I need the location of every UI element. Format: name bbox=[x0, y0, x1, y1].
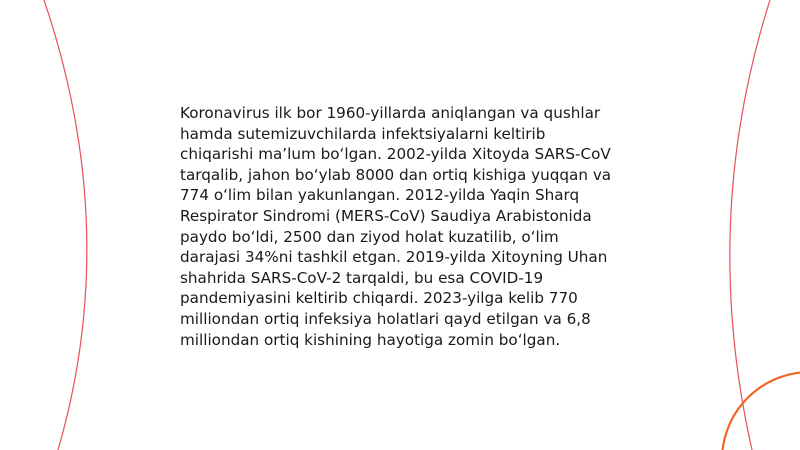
left-arc-decoration bbox=[44, 0, 87, 450]
orange-circle-decoration bbox=[722, 372, 800, 450]
body-paragraph: Koronavirus ilk bor 1960-yillarda aniqlangan va qushlar hamda sutemizuvchilarda infektsiyalarni keltirib chiqarishi maʼlum boʻlgan. 2002-yilda Xitoyda SARS-CoV tarqalib, jahon boʻylab 8000 dan ortiq kishiga yuqqan va 774 oʻlim bilan yakunlangan. 2012-yilda Yaqin Sharq Respirator Sindromi (MERS-CoV) Saudiya Arabistonida paydo boʻldi, 2500 dan ziyod holat kuzatilib, oʻlim darajasi 34%ni tashkil etgan. 2019-yilda Xitoyning Uhan shahrida SARS-CoV-2 tarqaldi, bu esa COVID-19 pandemiyasini keltirib chiqardi. 2023-yilga kelib 770 milliondan ortiq infeksiya holatlari qayd etilgan va 6,8 milliondan ortiq kishining hayotiga zomin boʻlgan. bbox=[180, 104, 612, 349]
right-arc-decoration bbox=[730, 0, 770, 450]
